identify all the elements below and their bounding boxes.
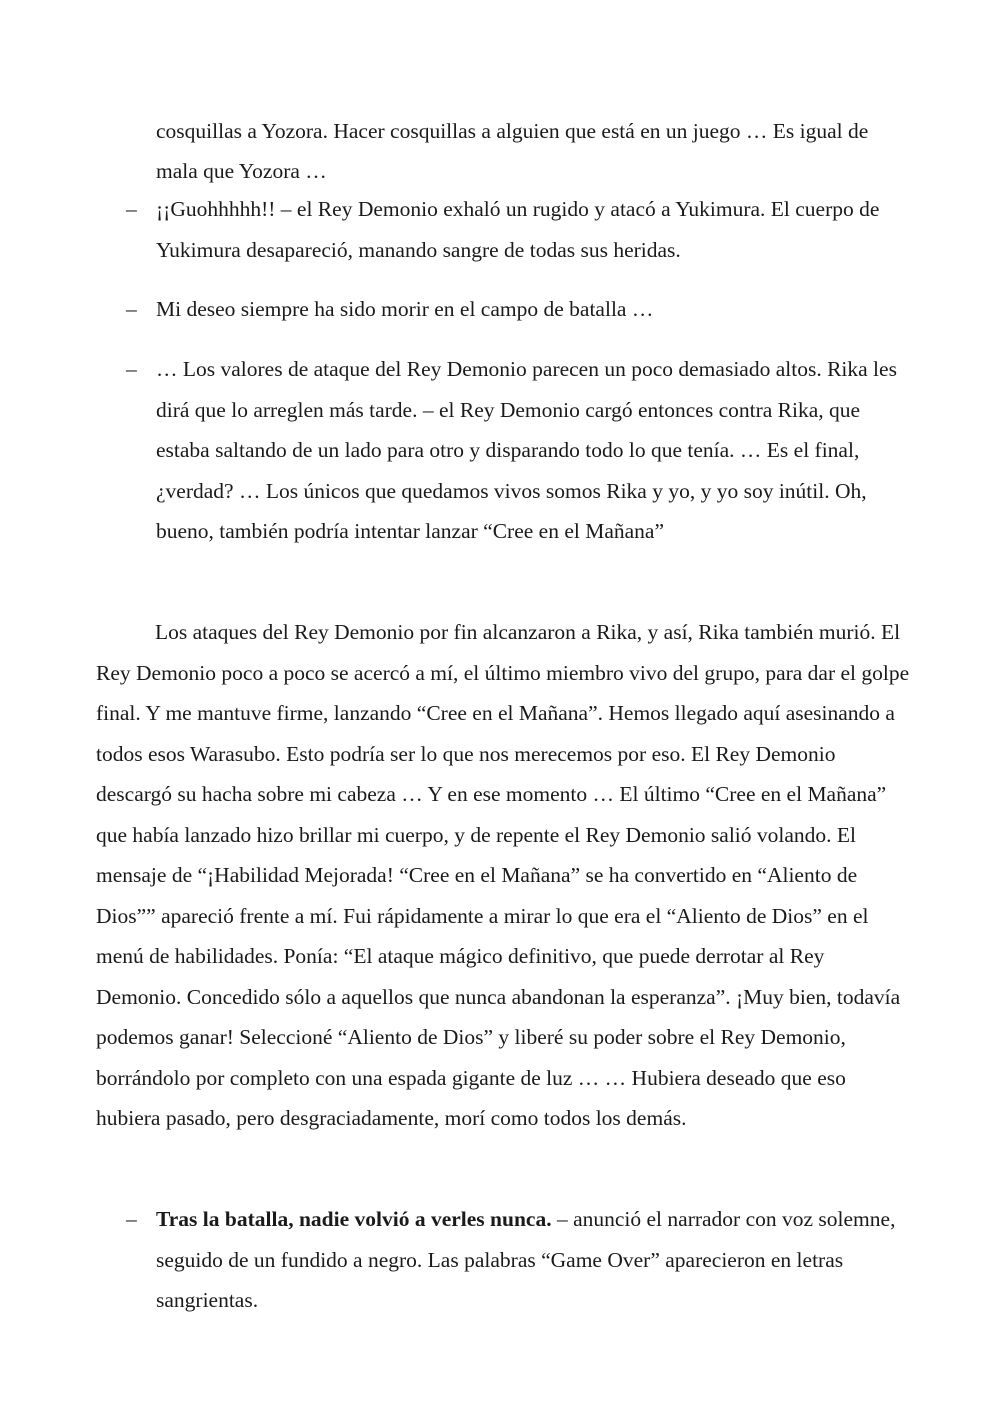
dialogue-line [96,289,910,330]
dialogue-text: ¡¡Guohhhhh!! – el Rey Demonio exhaló un rugido y atacó a Yukimura. El cuerpo de Yukimura desapareció, manando sangre de todas sus heridas. [156,197,880,262]
dialogue-text: Mi deseo siempre ha sido morir en el campo de batalla … [156,297,654,321]
dash-marker: – [126,297,137,321]
dialogue-line [96,1199,910,1321]
narrator-bold-text: Tras la batalla, nadie volvió a verles nunca. [156,1207,552,1231]
dialogue-line [96,189,910,270]
dialogue-text: … Los valores de ataque del Rey Demonio parecen un poco demasiado altos. Rika les dirá que lo arreglen más tarde. – el Rey Demonio cargó entonces contra Rika, que estaba saltando de un lado para otro y disparando todo lo que tenía. … Es el final, ¿verdad? … Los únicos que quedamos vivos somos Rika y yo, y yo soy inútil. Oh, bueno, también podría intentar lanzar “Cree en el Mañana” [156,357,897,543]
dialogue-text: – anunció el narrador con voz solemne, seguido de un fundido a negro. Las palabras “Game Over” aparecieron en letras sangrientas. [156,1207,896,1312]
dash-marker: – [126,1207,137,1231]
dash-marker: – [126,197,137,221]
narrative-paragraph: Los ataques del Rey Demonio por fin alcanzaron a Rika, y así, Rika también murió. El Rey Demonio poco a poco se acercó a mí, el último miembro vivo del grupo, para dar el golpe final. Y me mantuve firme, lanzando “Cree en el Mañana”. Hemos llegado aquí asesinando a todos esos Warasubo. Esto podría ser lo que nos merecemos por eso. El Rey Demonio descargó su hacha sobre mi cabeza … Y en ese momento … El último “Cree en el Mañana” que había lanzado hizo brillar mi cuerpo, y de repente el Rey Demonio salió volando. El mensaje de “¡Habilidad Mejorada! “Cree en el Mañana” se ha convertido en “Aliento de Dios”” apareció frente a mí. Fui rápidamente a mirar lo que era el “Aliento de Dios” en el menú de habilidades. Ponía: “El ataque mágico definitivo, que puede derrotar al Rey Demonio. Concedido sólo a aquellos que nunca abandonan la esperanza”. ¡Muy bien, todavía podemos ganar! Seleccioné “Aliento de Dios” y liberé su poder sobre el Rey Demonio, borrándolo por completo con una espada gigante de luz … … Hubiera deseado que eso hubiera pasado, pero desgraciadamente, morí como todos los demás. [96,620,910,1130]
dash-marker: – [126,357,137,381]
dialogue-line [96,349,910,552]
continued-dialogue: cosquillas a Yozora. Hacer cosquillas a alguien que está en un juego … Es igual de mala que Yozora … [156,118,869,183]
